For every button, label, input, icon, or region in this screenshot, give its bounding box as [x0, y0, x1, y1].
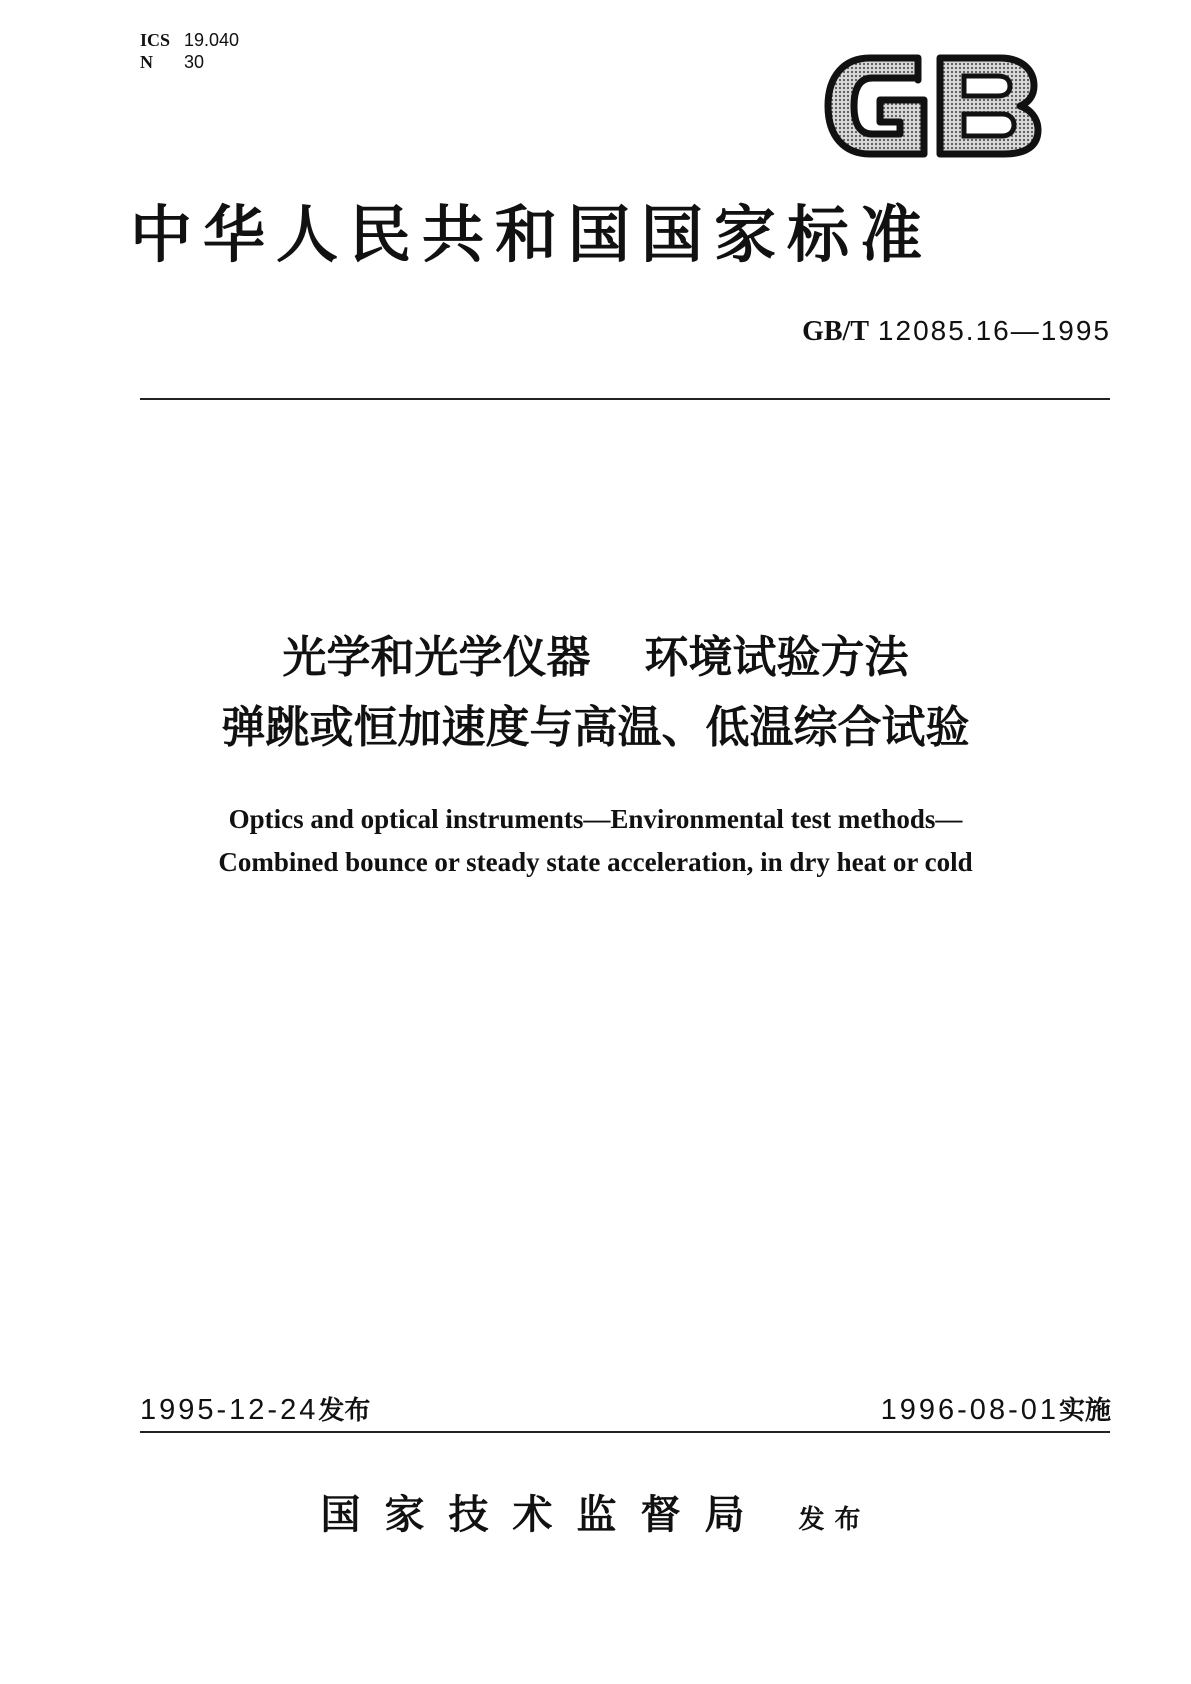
implementation-date: [881, 1392, 1111, 1428]
ics-code: 19.040: [184, 30, 240, 50]
issue-date: [140, 1392, 370, 1428]
ics-label: ICS: [140, 30, 171, 50]
national-standard-title: 中华人民共和国国家标准: [130, 198, 934, 271]
issuer-row: [0, 1490, 1191, 1540]
ics-classification: [140, 30, 239, 50]
issue-date-label: 发布: [318, 1396, 371, 1426]
chinese-title-part-2: 环境试验方法: [644, 632, 909, 683]
header-divider: [140, 398, 1110, 400]
standard-code: 12085.16—1995: [877, 315, 1111, 346]
standard-number: [802, 315, 1111, 348]
issuer-action: 发布: [798, 1505, 871, 1535]
ccs-code: 30: [184, 52, 205, 72]
chinese-title-part-1: 光学和光学仪器: [282, 632, 591, 683]
ccs-classification: [140, 52, 204, 72]
implementation-date-label: 实施: [1058, 1396, 1111, 1426]
standard-prefix: GB/T: [802, 316, 870, 347]
ccs-label: N: [140, 52, 153, 72]
chinese-title-line-2: 弹跳或恒加速度与高温、低温综合试验: [221, 702, 970, 753]
gb-logo-icon: [822, 50, 1044, 162]
english-title-line-1: Optics and optical instruments—Environmental test methods—: [228, 804, 963, 834]
issue-date-value: 1995-12-24: [140, 1394, 319, 1426]
implementation-date-value: 1996-08-01: [880, 1394, 1059, 1426]
chinese-title-line-1: [0, 630, 1191, 686]
date-divider: [140, 1431, 1110, 1433]
issuing-authority: 国家技术监督局: [320, 1491, 769, 1538]
english-title-line-2: Combined bounce or steady state acceleration, in dry heat or cold: [218, 847, 973, 877]
